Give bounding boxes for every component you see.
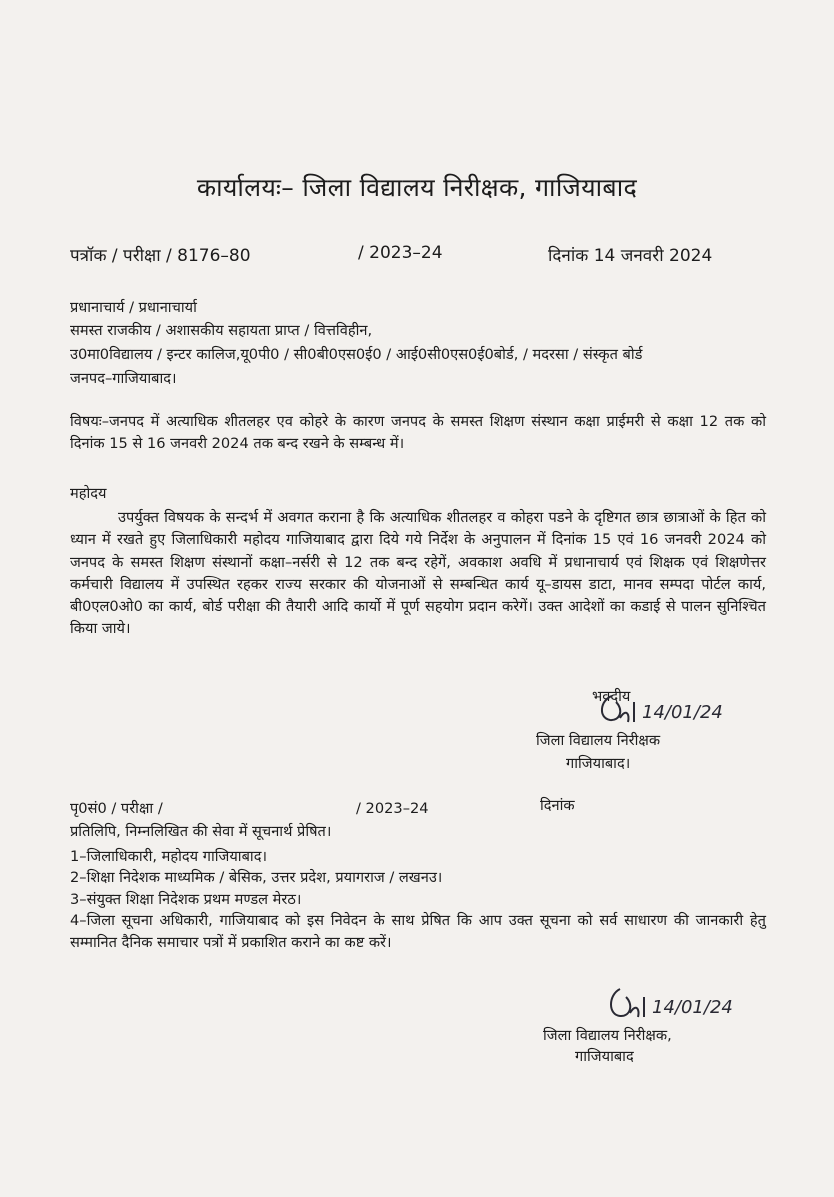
reference-year: / 2023–24 [358, 243, 443, 263]
addressee-line: प्रधानाचार्य / प्रधानाचार्या [70, 299, 197, 316]
signatory-designation: जिला विद्यालय निरीक्षक [536, 732, 661, 749]
signature-1-date: 14/01/24 [642, 702, 723, 723]
letter-body: उपर्युक्त विषयक के सन्दर्भ में अवगत कराना है कि अत्याधिक शीतलहर व कोहरा पडने के दृष्टिगत छात्र छात्राओं के हित को ध्यान में रखते हुए जिलाधिकारी महोदय गाजियाबाद द्वारा दिये गये निर्देश के अनुपालन में दिनांक 15 एवं 16 जनवरी 2024 को जनपद के समस्त शिक्षण संस्थानों कक्षा–नर्सरी से 12 तक बन्द रहेगें, अवकाश अवधि में प्रधानाचार्य एवं शिक्षक एवं शिक्षणेत्तर कर्मचारी विद्यालय में उपस्थित रहकर राज्य सरकार की योजनाओं से सम्बन्धित कार्य यू–डायस डाटा, मानव सम्पदा पोर्टल कार्य, बी0एल0ओ0 का कार्य, बोर्ड परीक्षा की तैयारी आदि कार्यो में पूर्ण सहयोग प्रदान करेगें। उक्त आदेशों का कडाई से पालन सुनिश्चित किया जाये। [70, 509, 767, 638]
copy-reference-number: पृ0सं0 / परीक्षा / [70, 800, 163, 817]
signatory-place: गाजियाबाद। [566, 755, 631, 772]
signatory-place: गाजियाबाद [575, 1048, 634, 1065]
copy-list-item: 3–संयुक्त शिक्षा निदेशक प्रथम मण्डल मेरठ। [70, 891, 302, 908]
copy-reference-year: / 2023–24 [356, 800, 429, 817]
reference-date: दिनांक 14 जनवरी 2024 [548, 246, 713, 266]
reference-number: पत्रॉक / परीक्षा / 8176–80 [70, 246, 251, 266]
copy-intro: प्रतिलिपि, निम्नलिखित की सेवा में सूचनार्थ प्रेषित। [70, 823, 332, 840]
addressee-line: समस्त राजकीय / अशासकीय सहायता प्राप्त / वित्तविहीन, [70, 322, 373, 339]
copy-reference-date: दिनांक [540, 797, 575, 814]
handwritten-signature-2 [600, 983, 760, 1027]
signature-2-date: 14/01/24 [652, 997, 733, 1018]
signatory-designation: जिला विद्यालय निरीक्षक, [543, 1027, 672, 1044]
copy-list-item: 4–जिला सूचना अधिकारी, गाजियाबाद को इस निवेदन के साथ प्रेषित कि आप उक्त सूचना को सर्व साधारण की जानकारी हेतु सम्मानित दैनिक समाचार पत्रों में प्रकाशित कराने का कष्ट करें। [70, 912, 766, 952]
handwritten-signature-1 [590, 688, 750, 732]
office-title: कार्यालयः– जिला विद्यालय निरीक्षक, गाजियाबाद [196, 173, 638, 202]
copy-list-item: 2–शिक्षा निदेशक माध्यमिक / बेसिक, उत्तर प्रदेश, प्रयागराज / लखनउ। [70, 869, 443, 886]
addressee-line: जनपद–गाजियाबाद। [70, 370, 177, 387]
subject-text: विषयः–जनपद में अत्याधिक शीतलहर एव कोहरे के कारण जनपद के समस्त शिक्षण संस्थान कक्षा प्राईमरी से कक्षा 12 तक को दिनांक 15 से 16 जनवरी 2024 तक बन्द रखने के सम्बन्ध में। [70, 413, 766, 453]
closing-text: भवदीय [592, 688, 631, 705]
copy-list-item: 1–जिलाधिकारी, महोदय गाजियाबाद। [70, 848, 267, 865]
salutation: महोदय [70, 485, 107, 502]
addressee-line: उ0मा0विद्यालय / इन्टर कालिज,यू0पी0 / सी0बी0एस0ई0 / आई0सी0एस0ई0बोर्ड, / मदरसा / संस्कृत बोर्ड [70, 346, 643, 363]
